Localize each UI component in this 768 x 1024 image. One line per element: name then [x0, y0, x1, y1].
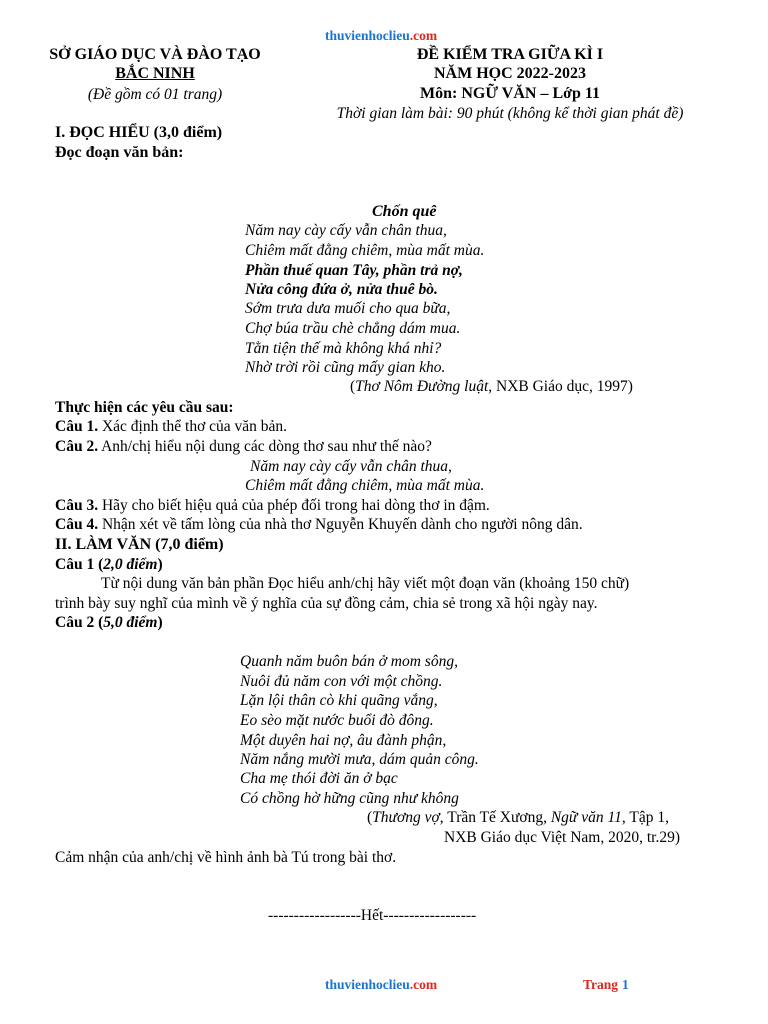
footer-watermark — [325, 976, 437, 994]
poem2-line: Nuôi đủ năm con với một chồng. — [240, 673, 443, 690]
tasks-heading: Thực hiện các yêu cầu sau: — [55, 399, 234, 416]
poem1-line: Chiêm mất đằng chiêm, mùa mất mùa. — [245, 242, 485, 259]
watermark-name: thuvienhoclieu — [325, 977, 410, 992]
essay-1-prompt-line: trình bày suy nghĩ của mình về ý nghĩa của sự đồng cảm, chia sẻ trong xã hội ngày nay. — [55, 595, 598, 612]
header-left-line3: (Đề gồm có 01 trang) — [87, 86, 223, 103]
source1-title: Thương vợ — [372, 809, 440, 826]
poem1-line-bold: Phần thuế quan Tây, phần trả nợ, — [245, 262, 463, 279]
q4-label: Câu 4. — [55, 516, 99, 533]
q1-text: Xác định thể thơ của văn bản. — [98, 418, 288, 435]
question-3 — [55, 496, 490, 515]
c1-label: Câu 1 ( — [55, 556, 104, 573]
poem2-source-line1 — [367, 808, 669, 827]
poem2-source-line2: NXB Giáo dục Việt Nam, 2020, tr.29) — [444, 829, 680, 846]
essay-2-label — [55, 613, 163, 632]
school-year: NĂM HỌC 2022-2023 — [434, 65, 586, 82]
part2-heading: II. LÀM VĂN (7,0 điểm) — [55, 536, 224, 553]
source-rest: , NXB Giáo dục, 1997) — [488, 378, 633, 395]
watermark-tld: .com — [409, 977, 438, 992]
poem-title: Chốn quê — [372, 203, 437, 220]
poem2-line: Quanh năm buôn bán ở mom sông, — [240, 653, 458, 670]
question-2 — [55, 437, 432, 456]
province-name: BẮC NINH — [115, 65, 195, 82]
watermark-name: thuvienhoclieu — [325, 28, 410, 43]
source1-book: Ngữ văn 11 — [550, 809, 622, 826]
source-open: ( — [350, 378, 356, 395]
poem2-line: Một duyên hai nợ, âu đành phận, — [240, 732, 447, 749]
exam-title: ĐỀ KIỂM TRA GIỮA KÌ I — [416, 46, 604, 63]
poem2-line: Cha mẹ thói đời ăn ở bạc — [240, 770, 398, 787]
poem2-line: Năm nắng mười mưa, dám quản công. — [240, 751, 479, 768]
poem2-line: Có chồng hờ hững cũng như không — [240, 790, 459, 807]
page-indicator — [583, 976, 629, 994]
poem1-line: Chợ búa trầu chè chẳng dám mua. — [245, 320, 461, 337]
header-left-line2 — [36, 64, 274, 84]
q2-text: Anh/chị hiểu nội dung các dòng thơ sau như thế nào? — [98, 438, 432, 455]
page-label: Trang — [583, 977, 619, 992]
poem1-line: Sớm trưa dưa muối cho qua bữa, — [245, 300, 451, 317]
poem1-line-bold: Nửa công đứa ở, nửa thuê bò. — [245, 281, 438, 298]
end-marker: ------------------Hết------------------ — [268, 907, 477, 924]
poem2-line: Eo sèo mặt nước buổi đò đông. — [240, 712, 434, 729]
poem1-line: Nhờ trời rồi cũng mấy gian kho. — [245, 359, 446, 376]
essay-1-label — [55, 555, 163, 574]
q2-quote-line: Chiêm mất đằng chiêm, mùa mất mùa. — [245, 477, 485, 494]
c2-points: 5,0 điểm — [103, 614, 158, 631]
top-watermark — [325, 27, 437, 45]
source1-rest: , Tập 1, — [621, 809, 669, 826]
page-number: 1 — [622, 977, 629, 992]
poem1-line: Năm nay cày cấy vẫn chân thua, — [245, 222, 447, 239]
c1-points: 2,0 điểm — [103, 556, 158, 573]
part1-instruction: Đọc đoạn văn bản: — [55, 144, 184, 161]
source1-open: ( — [367, 809, 373, 826]
question-4 — [55, 515, 583, 534]
poem1-line: Tằn tiện thế mà không khá nhỉ? — [245, 340, 442, 357]
essay-2-prompt: Cảm nhận của anh/chị về hình ảnh bà Tú trong bài thơ. — [55, 849, 397, 866]
q2-label: Câu 2. — [55, 438, 99, 455]
c1-close: ) — [157, 556, 163, 573]
c2-close: ) — [157, 614, 163, 631]
q1-label: Câu 1. — [55, 418, 99, 435]
source-title: Thơ Nôm Đường luật — [355, 378, 489, 395]
poem1-source — [350, 377, 633, 396]
q4-text: Nhận xét về tấm lòng của nhà thơ Nguyễn Khuyến dành cho người nông dân. — [98, 516, 583, 533]
question-1 — [55, 417, 287, 436]
part1-heading: I. ĐỌC HIỂU (3,0 điểm) — [55, 124, 223, 141]
q2-quote-line: Năm nay cày cấy vẫn chân thua, — [250, 458, 452, 475]
watermark-tld: .com — [409, 28, 438, 43]
time-line: Thời gian làm bài: 90 phút (không kể thời gian phát đề) — [336, 105, 684, 122]
header-left-line1: SỞ GIÁO DỤC VÀ ĐÀO TẠO — [49, 46, 261, 63]
q3-label: Câu 3. — [55, 497, 99, 514]
source1-mid: , Trần Tế Xương, — [439, 809, 551, 826]
subject-line: Môn: NGỮ VĂN – Lớp 11 — [420, 85, 600, 102]
poem2-line: Lặn lội thân cò khi quãng vắng, — [240, 692, 438, 709]
essay-1-prompt-line: Từ nội dung văn bản phần Đọc hiểu anh/chị hãy viết một đoạn văn (khoảng 150 chữ) — [101, 575, 630, 592]
q3-text: Hãy cho biết hiệu quả của phép đối trong hai dòng thơ in đậm. — [98, 497, 490, 514]
c2-label: Câu 2 ( — [55, 614, 104, 631]
